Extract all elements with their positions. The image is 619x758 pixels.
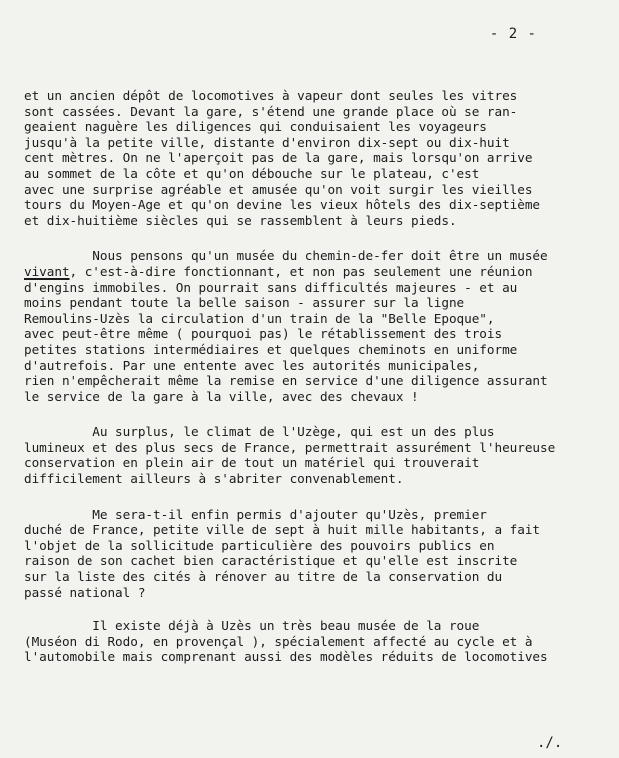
- text-line: jusqu'à la petite ville, distante d'environ dix-sept ou dix-huit: [24, 134, 510, 150]
- paragraph-climate: [24, 424, 614, 486]
- underlined-word: vivant: [24, 263, 70, 279]
- text-line: le service de la gare à la ville, avec des chevaux !: [24, 388, 419, 404]
- text-line: sur la liste des cités à rénover au titre de la conservation du: [24, 569, 503, 585]
- text-line: conservation en plein air de tout un matériel qui trouverait: [24, 455, 480, 471]
- text-line: duché de France, petite ville de sept à huit mille habitants, a fait: [24, 522, 541, 538]
- text-line: d'autrefois. Par une entente avec les autorités municipales,: [24, 357, 480, 373]
- paragraph-living-museum: [24, 248, 614, 404]
- text-line: raison de son cachet bien caractéristique et qu'elle est inscrite: [24, 553, 518, 569]
- text-line: difficilement ailleurs à s'abriter convenablement.: [24, 471, 404, 487]
- text-line: Nous pensons qu'un musée du chemin-de-fer doit être un musée: [24, 248, 548, 264]
- text-line: et dix-huitième siècles qui se rassemblent à leurs pieds.: [24, 212, 457, 228]
- text-line: au sommet de la côte et qu'on débouche sur le plateau, c'est: [24, 165, 480, 181]
- text-line: Me sera-t-il enfin permis d'ajouter qu'Uzès, premier: [24, 506, 487, 522]
- text-line: l'objet de la sollicitude particulière des pouvoirs publics en: [24, 537, 495, 553]
- text-line: passé national ?: [24, 584, 146, 600]
- body-text: [24, 88, 614, 665]
- text-line: moins pendant toute la belle saison - assurer sur la ligne: [24, 295, 465, 311]
- text-line-with-underlined-word: vivant, c'est-à-dire fonctionnant, et non pas seulement une réunion: [24, 263, 533, 279]
- text-line: Remoulins-Uzès la circulation d'un train de la "Belle Epoque",: [24, 310, 495, 326]
- paragraph-depot-description: [24, 88, 614, 228]
- text-line: d'engins immobiles. On pourrait sans difficultés majeures - et au: [24, 279, 518, 295]
- text-line: et un ancien dépôt de locomotives à vapeur dont seules les vitres: [24, 88, 518, 103]
- text-line: avec une surprise agréable et amusée qu'on voit surgir les vieilles: [24, 181, 533, 197]
- text-line: l'automobile mais comprenant aussi des modèles réduits de locomotives: [24, 649, 548, 665]
- text-line: Il existe déjà à Uzès un très beau musée de la roue: [24, 618, 480, 634]
- text-line: sont cassées. Devant la gare, s'étend une grande place où se ran-: [24, 103, 518, 119]
- text-line: geaient naguère les diligences qui conduisaient les voyageurs: [24, 119, 487, 135]
- text-line: tours du Moyen-Age et qu'on devine les vieux hôtels des dix-septième: [24, 197, 541, 213]
- text-line: rien n'empêcherait même la remise en service d'une diligence assurant: [24, 373, 548, 389]
- text-line: avec peut-être même ( pourquoi pas) le rétablissement des trois: [24, 326, 503, 342]
- text-line: cent mètres. On ne l'aperçoit pas de la gare, mais lorsqu'on arrive: [24, 150, 533, 166]
- text-line: lumineux et des plus secs de France, permettrait assurément l'heureuse: [24, 439, 556, 455]
- text-line: (Muséon di Rodo, en provençal ), spécialement affecté au cycle et à: [24, 633, 533, 649]
- text-line: Au surplus, le climat de l'Uzège, qui est un des plus: [24, 424, 495, 440]
- page-number: - 2 -: [489, 26, 537, 42]
- text-line: petites stations intermédiaires et quelques cheminots en uniforme: [24, 341, 518, 357]
- continuation-mark: ./.: [537, 735, 563, 751]
- paragraph-uzes-duchy: [24, 507, 614, 601]
- paragraph-wheel-museum: [24, 618, 614, 665]
